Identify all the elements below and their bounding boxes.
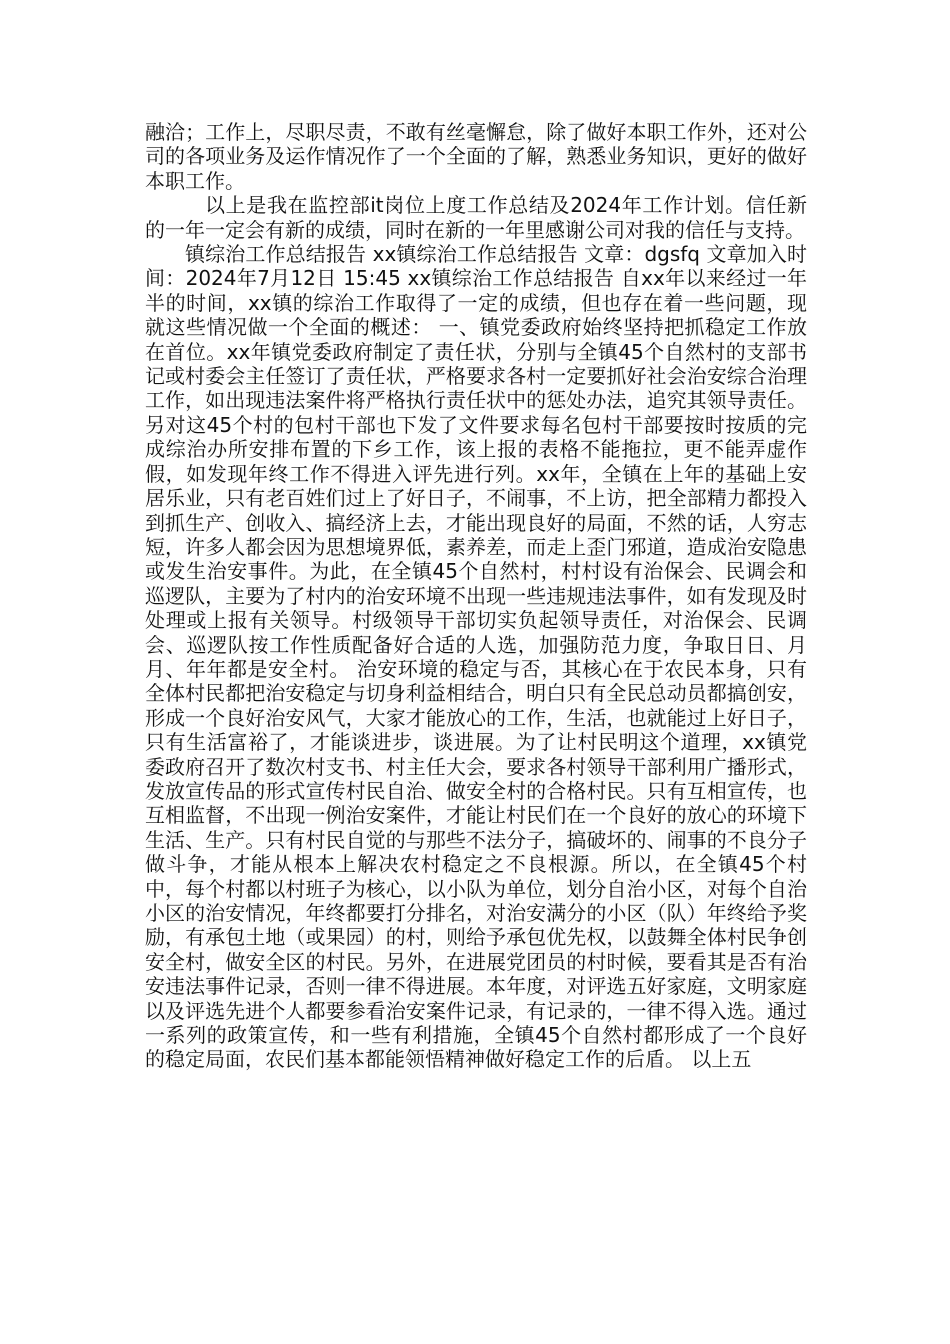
document-body bbox=[145, 120, 807, 1072]
paragraph-work-plan-closing: 以上是我在监控部it岗位上度工作总结及2024年工作计划。信任新的一年一定会有新的成绩，同时在新的一年里感谢公司对我的信任与支持。 bbox=[145, 193, 807, 242]
paragraph-town-report: 镇综治工作总结报告 xx镇综治工作总结报告 文章：dgsfq 文章加入时间：2024年7月12日 15:45 xx镇综治工作总结报告 自xx年以来经过一年半的时间，xx镇的综治工作取得了一定的成绩，但也存在着一些问题，现就这些情况做一个全面的概述： 一、镇党委政府始终坚持把抓稳定工作放在首位。xx年镇党委政府制定了责任状，分别与全镇45个自然村的支部书记或村委会主任签订了责任状，严格要求各村一定要抓好社会治安综合治理工作，如出现违法案件将严格执行责任状中的惩处办法，追究其领导责任。另对这45个村的包村干部也下发了文件要求每名包村干部要按时按质的完成综治办所安排布置的下乡工作，该上报的表格不能拖拉，更不能弄虚作假，如发现年终工作不得进入评先进行列。xx年，全镇在上年的基础上安居乐业，只有老百姓们过上了好日子，不闹事，不上访，把全部精力都投入到抓生产、创收入、搞经济上去，才能出现良好的局面，不然的话，人穷志短，许多人都会因为思想境界低，素养差，而走上歪门邪道，造成治安隐患或发生治安事件。为此，在全镇45个自然村，村村设有治保会、民调会和巡逻队，主要为了村内的治安环境不出现一些违规违法事件，如有发现及时处理或上报有关领导。村级领导干部切实负起领导责任，对治保会、民调会、巡逻队按工作性质配备好合适的人选，加强防范力度，争取日日、月月、年年都是安全村。 治安环境的稳定与否，其核心在于农民本身，只有全体村民都把治安稳定与切身利益相结合，明白只有全民总动员都搞创安，形成一个良好治安风气，大家才能放心的工作，生活，也就能过上好日子，只有生活富裕了，才能谈进步，谈进展。为了让村民明这个道理，xx镇党委政府召开了数次村支书、村主任大会，要求各村领导干部利用广播形式，发放宣传品的形式宣传村民自治、做安全村的合格村民。只有互相宣传，也互相监督，不出现一例治安案件，才能让村民们在一个良好的放心的环境下生活、生产。只有村民自觉的与那些不法分子，搞破坏的、闹事的不良分子做斗争，才能从根本上解决农村稳定之不良根源。所以，在全镇45个村中，每个村都以村班子为核心，以小队为单位，划分自治小区，对每个自治小区的治安情况，年终都要打分排名，对治安满分的小区（队）年终给予奖励，有承包土地（或果园）的村，则给予承包优先权，以鼓舞全体村民争创安全村，做安全区的村民。另外，在进展党团员的村时候，要看其是否有治安违法事件记录，否则一律不得进展。本年度，对评选五好家庭，文明家庭以及评选先进个人都要参看治安案件记录，有记录的，一律不得入选。通过一系列的政策宣传，和一些有利措施，全镇45个自然村都形成了一个良好的稳定局面，农民们基本都能领悟精神做好稳定工作的后盾。 以上五 bbox=[145, 242, 807, 1072]
paragraph-work-summary-end: 融洽；工作上，尽职尽责，不敢有丝毫懈怠，除了做好本职工作外，还对公司的各项业务及运作情况作了一个全面的了解，熟悉业务知识，更好的做好本职工作。 bbox=[145, 120, 807, 193]
